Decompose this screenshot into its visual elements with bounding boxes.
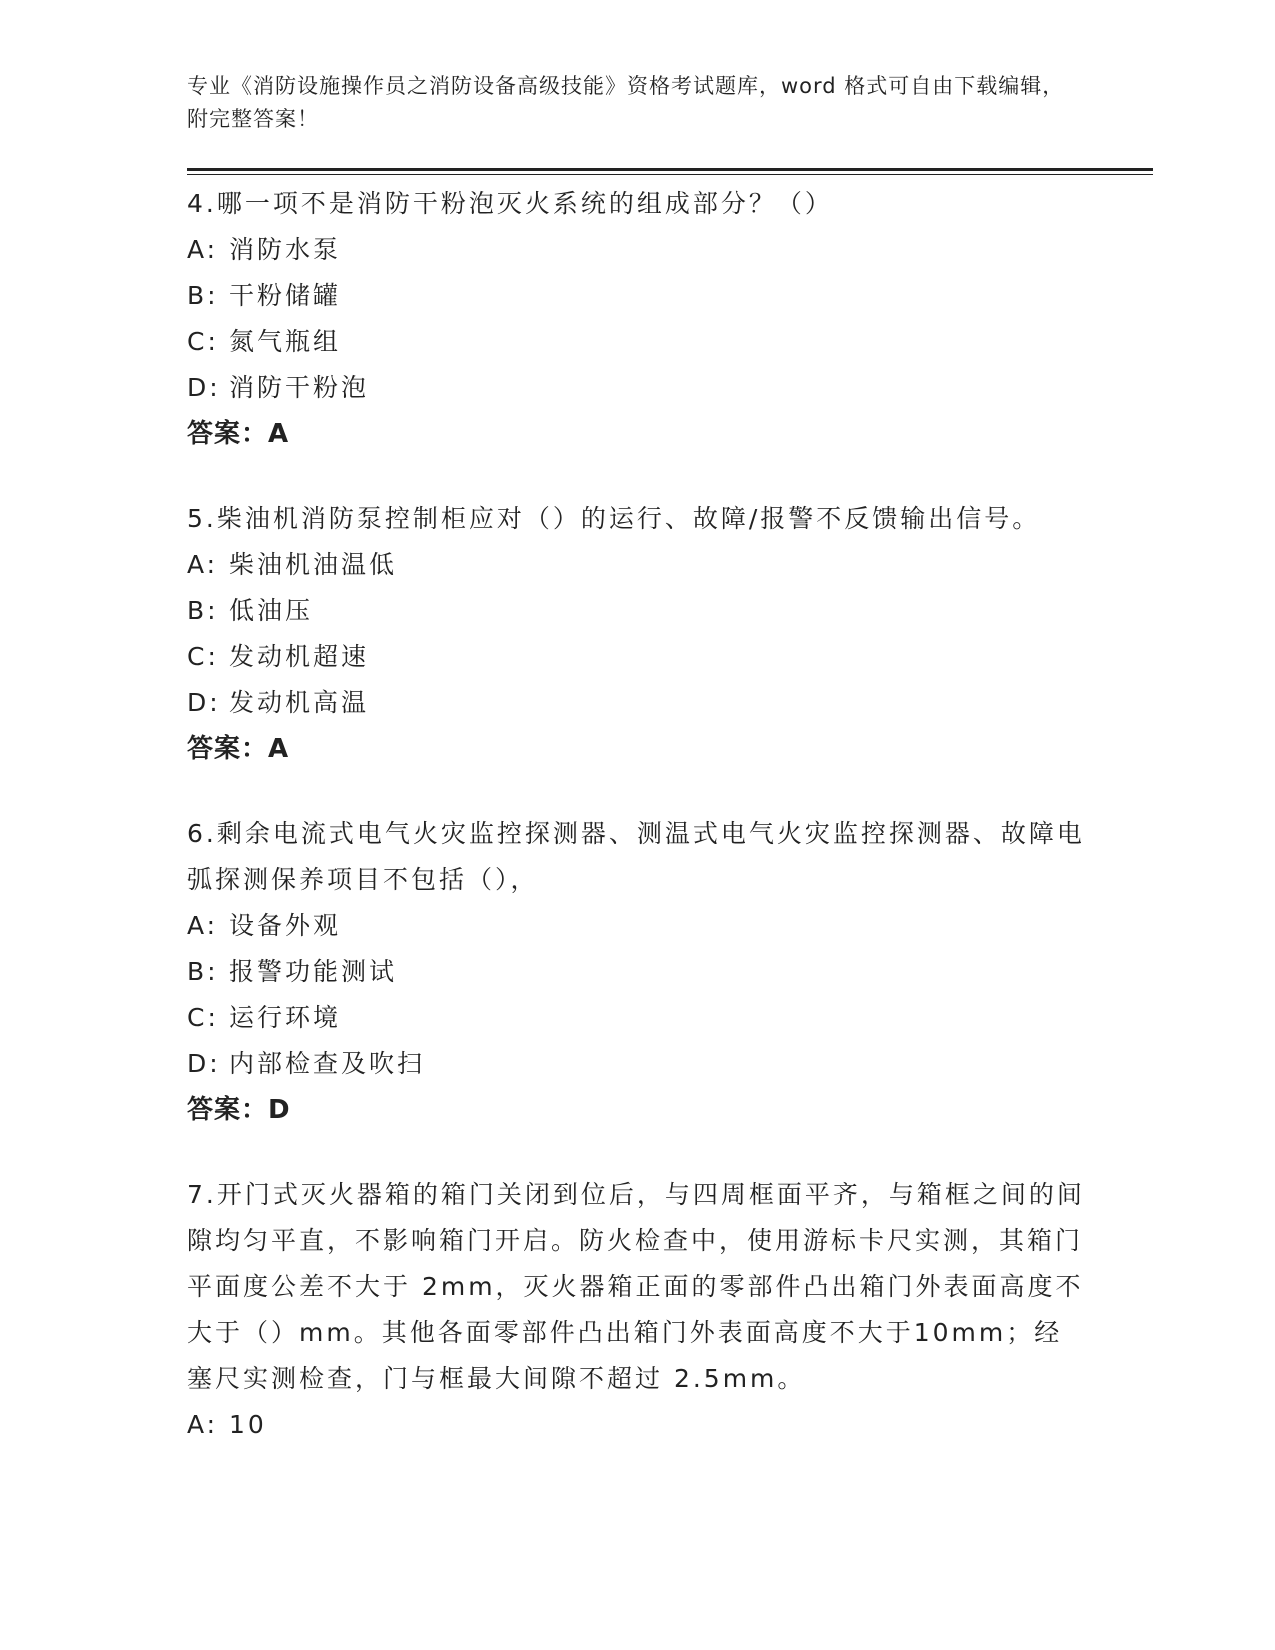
question-list xyxy=(187,181,1087,1448)
question-stem: 5.柴油机消防泵控制柜应对（）的运行、故障/报警不反馈输出信号。 xyxy=(187,504,1041,533)
option-text: 氮气瓶组 xyxy=(229,327,342,356)
option-text: 低油压 xyxy=(229,596,314,625)
question-7 xyxy=(187,1172,1087,1448)
option-a xyxy=(187,542,1087,588)
option-label: A: xyxy=(187,1410,219,1439)
option-a xyxy=(187,903,1087,949)
option-label: D: xyxy=(187,688,221,717)
option-label: D: xyxy=(187,1049,221,1078)
option-d xyxy=(187,1041,1087,1087)
option-text: 发动机高温 xyxy=(229,688,370,717)
option-text: 发动机超速 xyxy=(229,642,370,671)
question-5 xyxy=(187,496,1087,772)
document-header: 专业《消防设施操作员之消防设备高级技能》资格考试题库，word 格式可自由下载编辑，附完整答案！ xyxy=(187,74,1065,131)
option-label: C: xyxy=(187,642,219,671)
option-text: 报警功能测试 xyxy=(229,957,398,986)
option-text: 设备外观 xyxy=(229,911,342,940)
option-label: B: xyxy=(187,281,219,310)
answer: 答案：A xyxy=(187,734,290,764)
option-a xyxy=(187,227,1087,273)
question-stem: 6.剩余电流式电气火灾监控探测器、测温式电气火灾监控探测器、故障电弧探测保养项目不包括（）， xyxy=(187,819,1085,894)
option-label: D: xyxy=(187,373,221,402)
option-label: A: xyxy=(187,911,219,940)
option-c xyxy=(187,319,1087,365)
option-label: A: xyxy=(187,550,219,579)
question-4 xyxy=(187,181,1087,457)
option-text: 消防水泵 xyxy=(229,235,342,264)
answer: 答案：D xyxy=(187,1095,291,1125)
answer: 答案：A xyxy=(187,419,290,449)
option-label: C: xyxy=(187,1003,219,1032)
option-a xyxy=(187,1402,1087,1448)
option-label: B: xyxy=(187,957,219,986)
option-text: 运行环境 xyxy=(229,1003,342,1032)
option-c xyxy=(187,995,1087,1041)
option-label: B: xyxy=(187,596,219,625)
option-label: A: xyxy=(187,235,219,264)
option-text: 柴油机油温低 xyxy=(229,550,398,579)
option-text: 内部检查及吹扫 xyxy=(229,1049,426,1078)
question-6 xyxy=(187,811,1087,1133)
header-divider-thick xyxy=(187,168,1153,171)
option-text: 10 xyxy=(229,1410,267,1439)
question-stem: 4.哪一项不是消防干粉泡灭火系统的组成部分？（） xyxy=(187,189,833,218)
document-page xyxy=(187,70,1087,1487)
option-c xyxy=(187,634,1087,680)
header-divider-thin xyxy=(187,174,1153,175)
option-b xyxy=(187,273,1087,319)
question-stem: 7.开门式灭火器箱的箱门关闭到位后，与四周框面平齐，与箱框之间的间隙均匀平直，不影响箱门开启。防火检查中，使用游标卡尺实测，其箱门平面度公差不大于 2mm，灭火器箱正面的零部件凸出箱门外表面高度不大于（）mm。其他各面零部件凸出箱门外表面高度不大于10mm；经塞尺实测检查，门与框最大间隙不超过 2.5mm。 xyxy=(187,1180,1085,1393)
option-d xyxy=(187,365,1087,411)
option-text: 干粉储罐 xyxy=(229,281,342,310)
option-d xyxy=(187,680,1087,726)
option-b xyxy=(187,949,1087,995)
option-b xyxy=(187,588,1087,634)
option-label: C: xyxy=(187,327,219,356)
option-text: 消防干粉泡 xyxy=(229,373,370,402)
